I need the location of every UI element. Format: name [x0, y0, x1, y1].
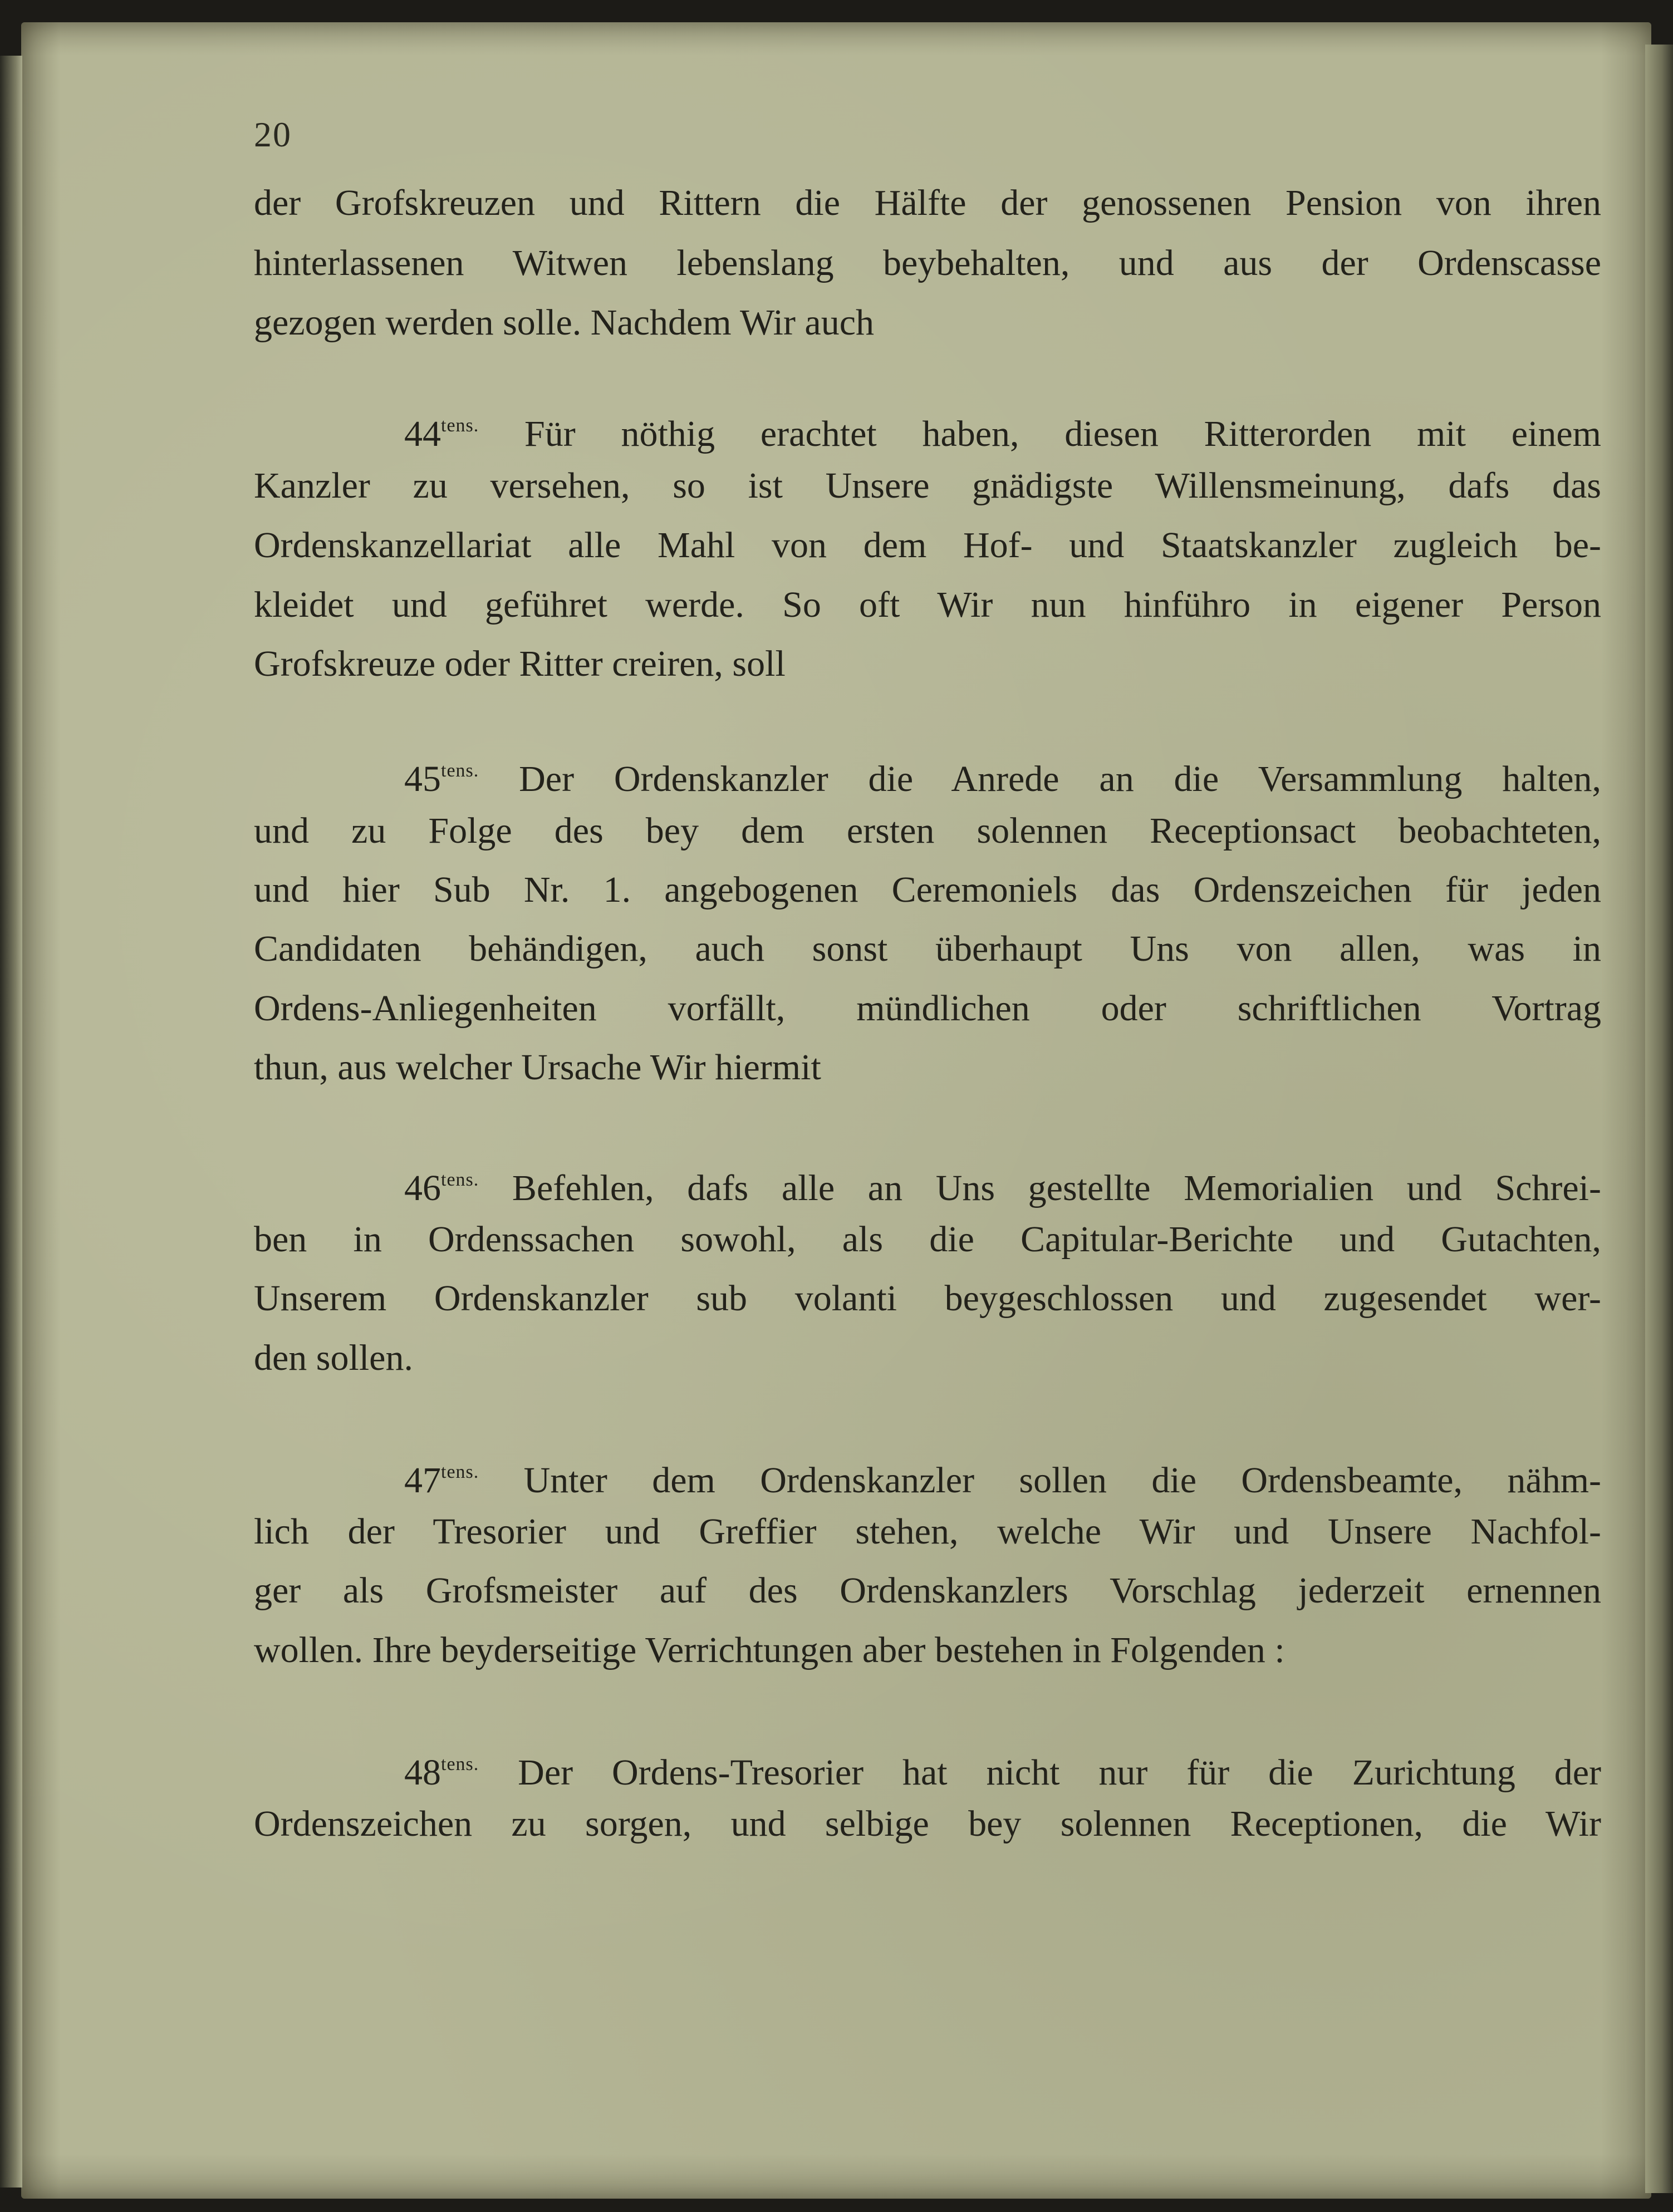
paragraph-number: 46 — [404, 1168, 441, 1208]
paragraph-number: 44 — [404, 414, 441, 454]
text-line: Unserem Ordenskanzler sub volanti beygeschlossen und zugesendet wer- — [254, 1278, 1601, 1319]
text-line: Ordenskanzellariat alle Mahl von dem Hof- und Staatskanzler zugleich be- — [254, 525, 1601, 566]
text-line: Unter dem Ordenskanzler sollen die Ordensbeamte, nähm- — [523, 1460, 1602, 1501]
paragraph-48-first-line — [254, 1739, 1601, 1798]
paragraph-47-first-line — [254, 1447, 1601, 1506]
paragraph-number: 48 — [404, 1752, 441, 1793]
paragraph-45-first-line — [254, 746, 1601, 804]
paragraph-suffix: tens. — [441, 760, 479, 781]
paragraph-suffix: tens. — [441, 1754, 479, 1774]
text-line: Candidaten behändigen, auch sonst überhaupt Uns von allen, was in — [254, 928, 1601, 969]
text-line: kleidet und geführet werde. So oft Wir nun hinführo in eigener Person — [254, 584, 1601, 625]
text-line: und zu Folge des bey dem ersten solennen Receptionsact beobachteten, — [254, 810, 1601, 851]
text-line: Grofskreuze oder Ritter creiren, soll — [254, 643, 786, 684]
text-line: und hier Sub Nr. 1. angebogenen Ceremoniels das Ordenszeichen für jeden — [254, 869, 1601, 910]
text-line: der Grofskreuzen und Rittern die Hälfte der genossenen Pension von ihren — [254, 183, 1601, 223]
text-line: Der Ordens-Tresorier hat nicht nur für die Zurichtung der — [518, 1752, 1602, 1793]
paragraph-46-first-line — [254, 1155, 1601, 1213]
text-line: wollen. Ihre beyderseitige Verrichtungen aber bestehen in Folgenden : — [254, 1630, 1285, 1670]
text-line: ger als Grofsmeister auf des Ordenskanzlers Vorschlag jederzeit ernennen — [254, 1570, 1601, 1611]
text-line: Ordenszeichen zu sorgen, und selbige bey solennen Receptionen, die Wir — [254, 1803, 1601, 1844]
text-line: den sollen. — [254, 1338, 413, 1378]
paragraph-number: 45 — [404, 759, 441, 799]
paragraph-suffix: tens. — [441, 415, 479, 436]
text-line: ben in Ordenssachen sowohl, als die Capitular-Berichte und Gutachten, — [254, 1219, 1601, 1260]
text-line: hinterlassenen Witwen lebenslang beybehalten, und aus der Ordenscasse — [254, 243, 1601, 283]
text-line: thun, aus welcher Ursache Wir hiermit — [254, 1047, 821, 1088]
text-line: Kanzler zu versehen, so ist Unsere gnädigste Willensmeinung, dafs das — [254, 465, 1601, 506]
book-page-edge-right — [1645, 45, 1673, 2193]
text-line: gezogen werden solle. Nachdem Wir auch — [254, 302, 875, 343]
page-sheet — [21, 22, 1651, 2199]
text-line: Für nöthig erachtet haben, diesen Ritterorden mit einem — [524, 414, 1602, 454]
text-line: Befehlen, dafs alle an Uns gestellte Memorialien und Schrei- — [512, 1168, 1601, 1208]
paragraph-44-first-line — [254, 401, 1601, 459]
paragraph-suffix: tens. — [441, 1169, 479, 1190]
text-line: Ordens-Anliegenheiten vorfällt, mündlichen oder schriftlichen Vortrag — [254, 988, 1601, 1029]
text-line: lich der Tresorier und Greffier stehen, welche Wir und Unsere Nachfol- — [254, 1511, 1601, 1552]
text-line: Der Ordenskanzler die Anrede an die Versammlung halten, — [519, 759, 1602, 799]
paragraph-suffix: tens. — [441, 1462, 479, 1482]
paragraph-number: 47 — [404, 1460, 441, 1501]
book-binding-edge-left — [0, 56, 22, 2188]
page-number: 20 — [254, 115, 292, 154]
